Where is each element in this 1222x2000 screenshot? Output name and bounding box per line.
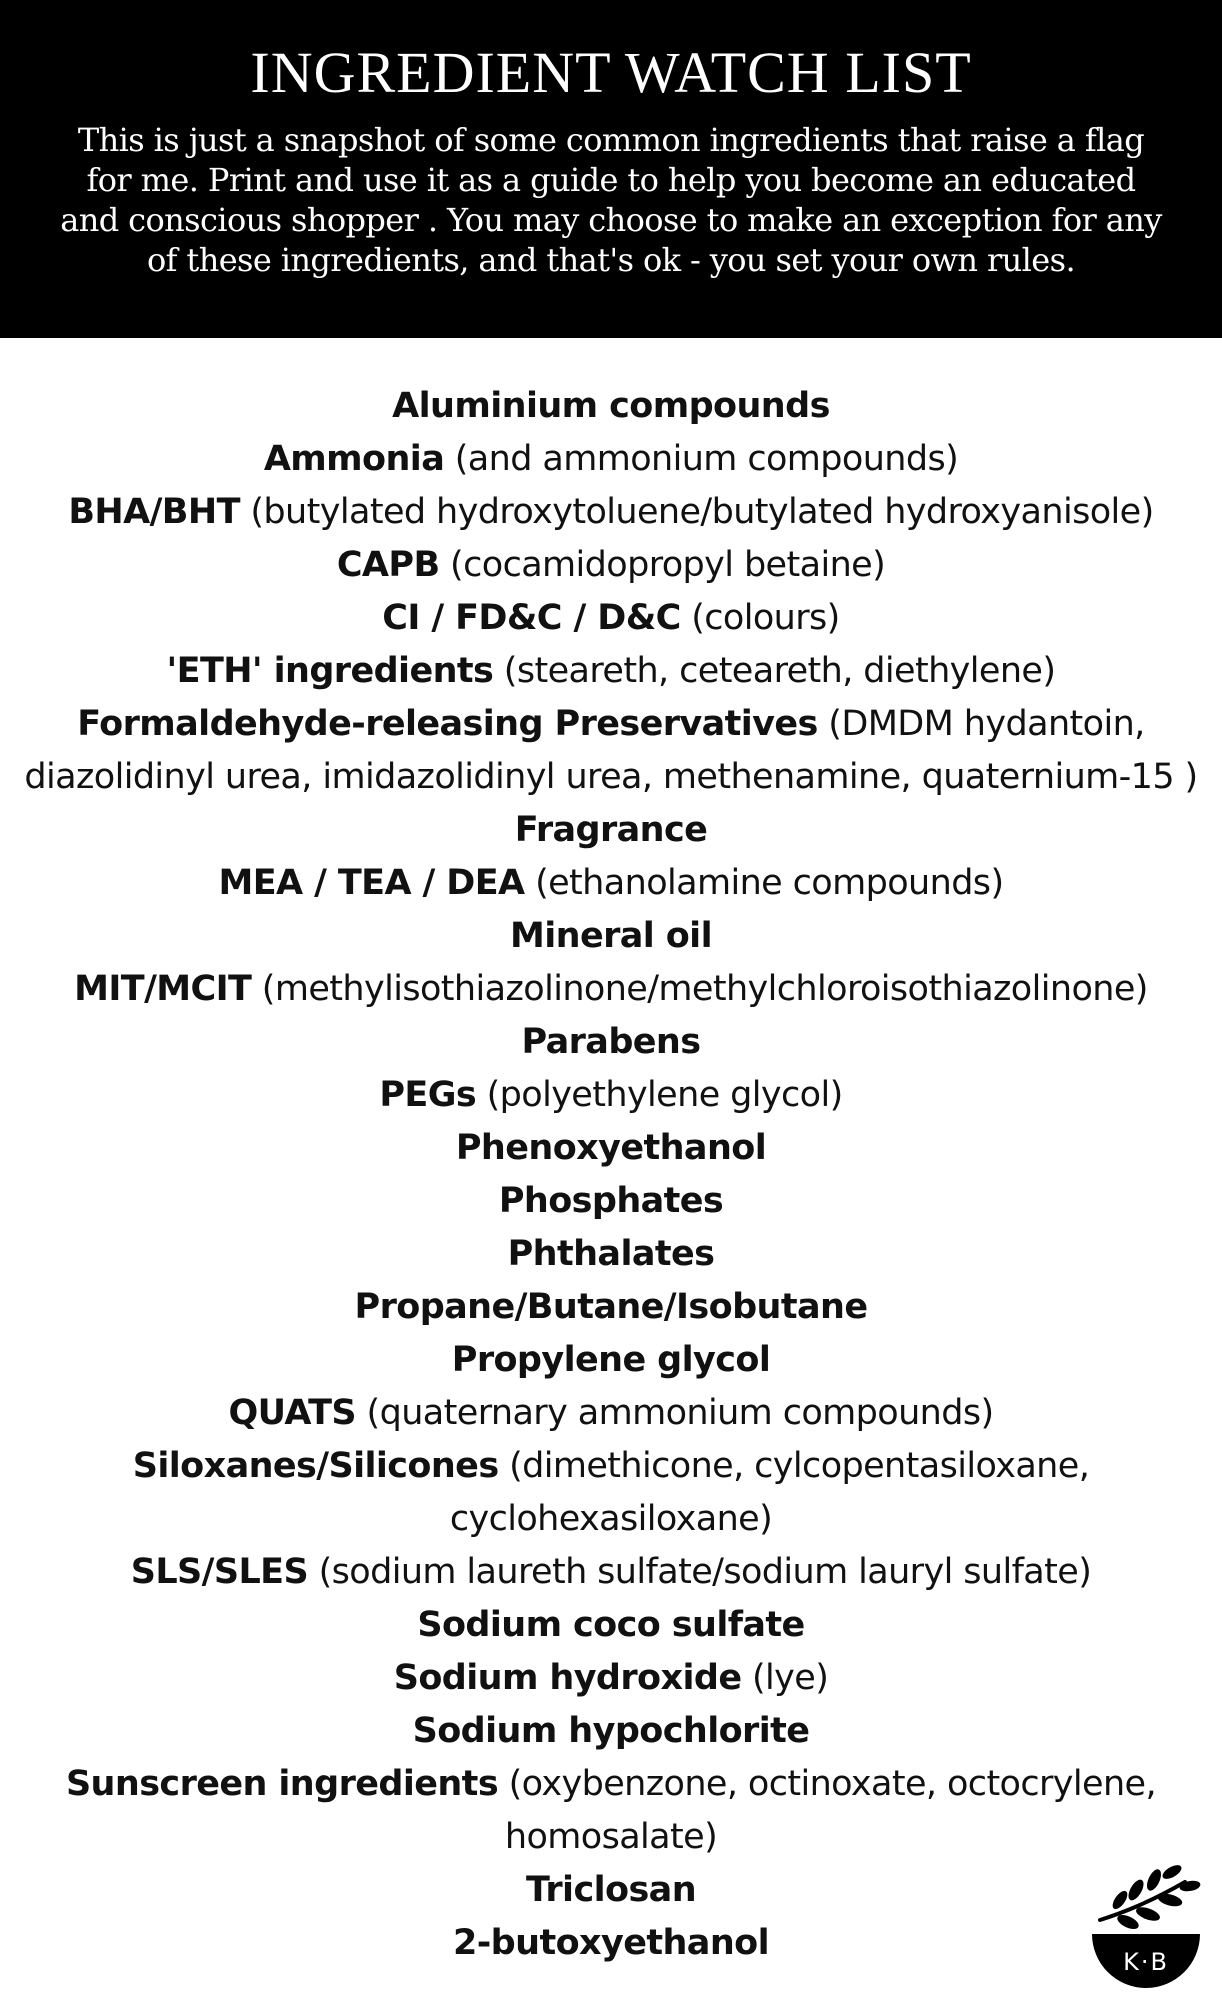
list-item bbox=[0, 857, 1222, 910]
list-item bbox=[0, 1334, 1222, 1387]
ingredient-name: Ammonia bbox=[263, 439, 445, 479]
ingredient-note: (colours) bbox=[680, 598, 840, 638]
logo-text: K·B bbox=[1123, 1948, 1169, 1976]
list-item bbox=[0, 486, 1222, 539]
list-item bbox=[0, 592, 1222, 645]
ingredient-note: (and ammonium compounds) bbox=[444, 439, 959, 479]
ingredient-name: PEGs bbox=[379, 1075, 477, 1115]
ingredient-name: Triclosan bbox=[525, 1870, 697, 1910]
list-item bbox=[0, 1387, 1222, 1440]
list-item bbox=[0, 1281, 1222, 1334]
header-banner bbox=[0, 0, 1222, 338]
ingredient-name: MIT/MCIT bbox=[74, 969, 252, 1009]
list-item bbox=[0, 645, 1222, 698]
kb-logo bbox=[1090, 1862, 1202, 1992]
ingredient-list bbox=[0, 380, 1222, 1970]
list-item bbox=[0, 804, 1222, 857]
list-item bbox=[0, 698, 1222, 804]
page-title: INGREDIENT WATCH LIST bbox=[250, 40, 972, 105]
ingredient-note: (ethanolamine compounds) bbox=[524, 863, 1004, 903]
ingredient-note: (dimethicone, cylcopentasiloxane, cyclohexasiloxane) bbox=[449, 1446, 1090, 1539]
list-item bbox=[0, 1652, 1222, 1705]
list-item bbox=[0, 1758, 1222, 1864]
ingredient-name: 'ETH' ingredients bbox=[166, 651, 494, 691]
ingredient-name: Mineral oil bbox=[510, 916, 712, 956]
list-item bbox=[0, 1917, 1222, 1970]
list-item bbox=[0, 1175, 1222, 1228]
ingredient-name: Sodium hydroxide bbox=[393, 1658, 742, 1698]
ingredient-name: Sunscreen ingredients bbox=[65, 1764, 499, 1804]
ingredient-name: 2-butoxyethanol bbox=[453, 1923, 769, 1963]
list-item bbox=[0, 1228, 1222, 1281]
ingredient-name: Sodium hypochlorite bbox=[412, 1711, 810, 1751]
ingredient-name: Parabens bbox=[521, 1022, 701, 1062]
ingredient-name: Phenoxyethanol bbox=[455, 1128, 767, 1168]
ingredient-note: (quaternary ammonium compounds) bbox=[356, 1393, 994, 1433]
intro-text: This is just a snapshot of some common ingredients that raise a flag for me. Print and use it as a guide to help you become an educated and conscious shopper . You may choose to make an exception for any of these ingredients, and that's ok - you set your own rules. bbox=[60, 121, 1162, 279]
ingredient-note: (steareth, ceteareth, diethylene) bbox=[493, 651, 1056, 691]
list-item bbox=[0, 1122, 1222, 1175]
ingredient-note: (cocamidopropyl betaine) bbox=[439, 545, 886, 585]
ingredient-name: Phosphates bbox=[498, 1181, 724, 1221]
ingredient-name: Phthalates bbox=[507, 1234, 715, 1274]
ingredient-name: MEA / TEA / DEA bbox=[218, 863, 525, 903]
ingredient-name: Propane/Butane/Isobutane bbox=[354, 1287, 868, 1327]
list-item bbox=[0, 433, 1222, 486]
ingredient-name: Sodium coco sulfate bbox=[417, 1605, 805, 1645]
ingredient-name: QUATS bbox=[228, 1393, 357, 1433]
list-item bbox=[0, 1016, 1222, 1069]
list-item bbox=[0, 380, 1222, 433]
ingredient-note: (polyethylene glycol) bbox=[476, 1075, 843, 1115]
ingredient-note: (DMDM hydantoin, diazolidinyl urea, imidazolidinyl urea, methenamine, quaternium-15 ) bbox=[24, 704, 1198, 797]
ingredient-name: CI / FD&C / D&C bbox=[382, 598, 681, 638]
list-item bbox=[0, 1069, 1222, 1122]
list-item bbox=[0, 1705, 1222, 1758]
ingredient-name: Fragrance bbox=[514, 810, 708, 850]
ingredient-name: SLS/SLES bbox=[130, 1552, 309, 1592]
ingredient-note: (butylated hydroxytoluene/butylated hydroxyanisole) bbox=[239, 492, 1154, 532]
ingredient-name: Formaldehyde-releasing Preservatives bbox=[77, 704, 818, 744]
ingredient-name: BHA/BHT bbox=[68, 492, 240, 532]
list-item bbox=[0, 963, 1222, 1016]
ingredient-note: (methylisothiazolinone/methylchloroisothiazolinone) bbox=[251, 969, 1148, 1009]
list-item bbox=[0, 1599, 1222, 1652]
ingredient-name: Siloxanes/Silicones bbox=[132, 1446, 499, 1486]
ingredient-note: (lye) bbox=[741, 1658, 829, 1698]
list-item bbox=[0, 910, 1222, 963]
list-item bbox=[0, 1546, 1222, 1599]
ingredient-name: Aluminium compounds bbox=[392, 386, 830, 426]
list-item bbox=[0, 1440, 1222, 1546]
ingredient-name: Propylene glycol bbox=[451, 1340, 771, 1380]
ingredient-note: (sodium laureth sulfate/sodium lauryl sulfate) bbox=[308, 1552, 1092, 1592]
list-item bbox=[0, 539, 1222, 592]
olive-branch-icon bbox=[1100, 1863, 1201, 1931]
ingredient-note: (oxybenzone, octinoxate, octocrylene, homosalate) bbox=[498, 1764, 1157, 1857]
list-item bbox=[0, 1864, 1222, 1917]
ingredient-name: CAPB bbox=[336, 545, 440, 585]
